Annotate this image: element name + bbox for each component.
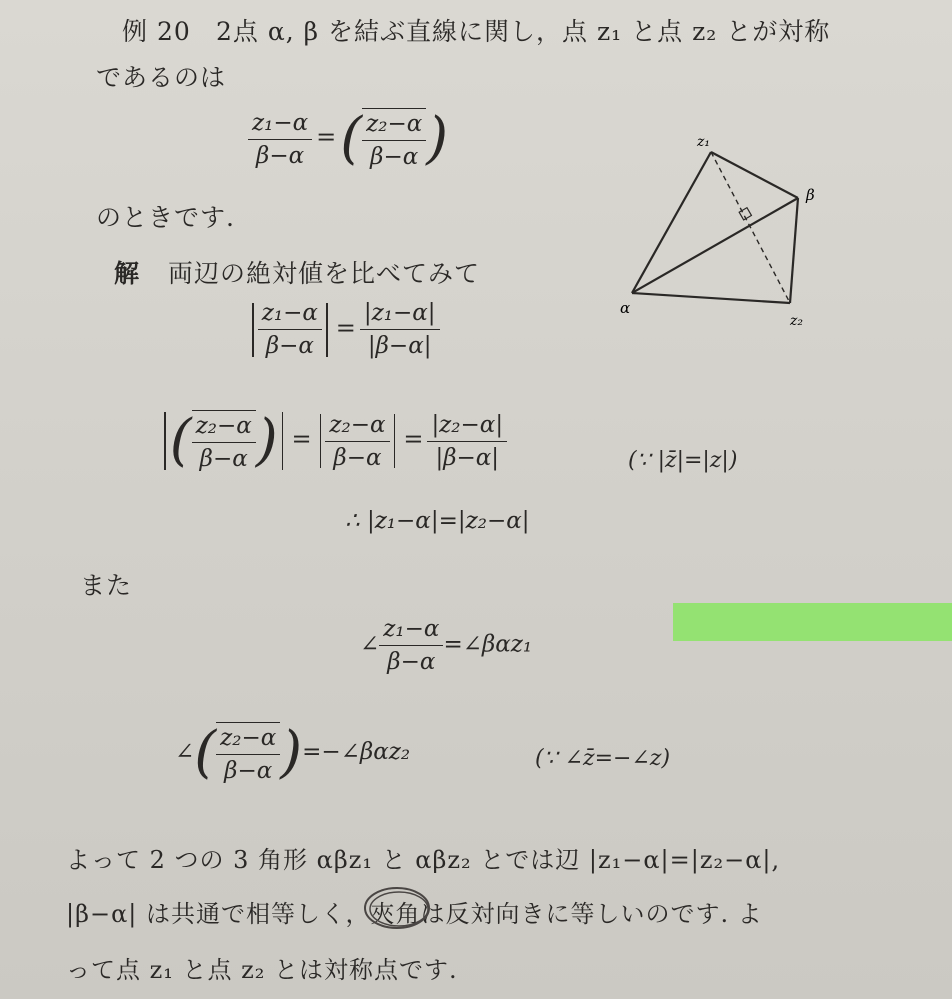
condition-equation: $\frac{\text{z₁−α}}{\beta-\alpha}$ =( $\frac{\text{z₂−α}}{\beta-\alpha}$ ) xyxy=(248,108,448,170)
example-statement: 2点 α, β を結ぶ直線に関し，点 z₁ と点 z₂ とが対称 xyxy=(216,17,831,46)
label-z2: z₂ xyxy=(790,313,803,329)
mata-text: また xyxy=(80,571,133,600)
circled-word: 夾角 xyxy=(371,894,421,929)
conclusion-line-3: って点 z₁ と点 z₂ とは対称点です. xyxy=(66,956,458,984)
equation-abs-2: ( $\frac{\text{z₂−α}}{\beta-\alpha}$ ) = $\frac{\text{z₂−α}}{\beta-\alpha}$ = $\frac{\text{|z₂−α|}}{|\beta-\alpha|}$ xyxy=(160,410,507,472)
edge-beta-z2 xyxy=(790,198,798,303)
label-alpha: α xyxy=(620,299,631,317)
equation-abs-1: $\frac{\text{z₁−α}}{\beta-\alpha}$ = $\frac{\text{|z₁−α|}}{|\beta-\alpha|}$ xyxy=(248,300,440,359)
dashed-z1-z2 xyxy=(711,152,790,303)
conjugate-note: (∵ |z̄|=|z|) xyxy=(628,448,738,473)
angle-equation-2: ∠( $\frac{\text{z₂−α}}{\beta-\alpha}$ )=−∠βαz₂ xyxy=(175,720,411,785)
angle-conjugate-note: (∵ ∠z̄=−∠z) xyxy=(535,746,671,771)
edge-z1-beta xyxy=(711,152,798,198)
edge-alpha-z2 xyxy=(632,293,790,303)
therefore-equation: ∴ |z₁−α|=|z₂−α| xyxy=(345,508,530,534)
label-z1: z₁ xyxy=(697,134,710,150)
triangle-diagram xyxy=(600,120,830,335)
conclusion-line-2: |β−α| は共通で相等しく，夾角 は反対向きに等しいのです. よ xyxy=(66,894,763,929)
edge-z1-alpha xyxy=(632,152,711,293)
highlighter-mark xyxy=(673,603,952,641)
solution-label: 解 xyxy=(114,259,141,288)
example-statement-end: のときです. xyxy=(96,203,235,232)
angle-equation-1: ∠ $\frac{\text{z₁−α}}{\beta-\alpha}$ =∠βαz₁ xyxy=(360,616,533,675)
conclusion-line-1: よって 2 つの 3 角形 αβz₁ と αβz₂ とでは辺 |z₁−α|=|z₂−α|, xyxy=(66,846,781,874)
example-statement-cont: であるのは xyxy=(96,63,227,92)
example-label: 例 20 xyxy=(122,17,191,46)
label-beta: β xyxy=(806,186,815,204)
edge-alpha-beta xyxy=(632,198,798,293)
pencil-circle xyxy=(361,882,435,934)
solution-intro: 両辺の絶対値を比べてみて xyxy=(168,259,481,288)
